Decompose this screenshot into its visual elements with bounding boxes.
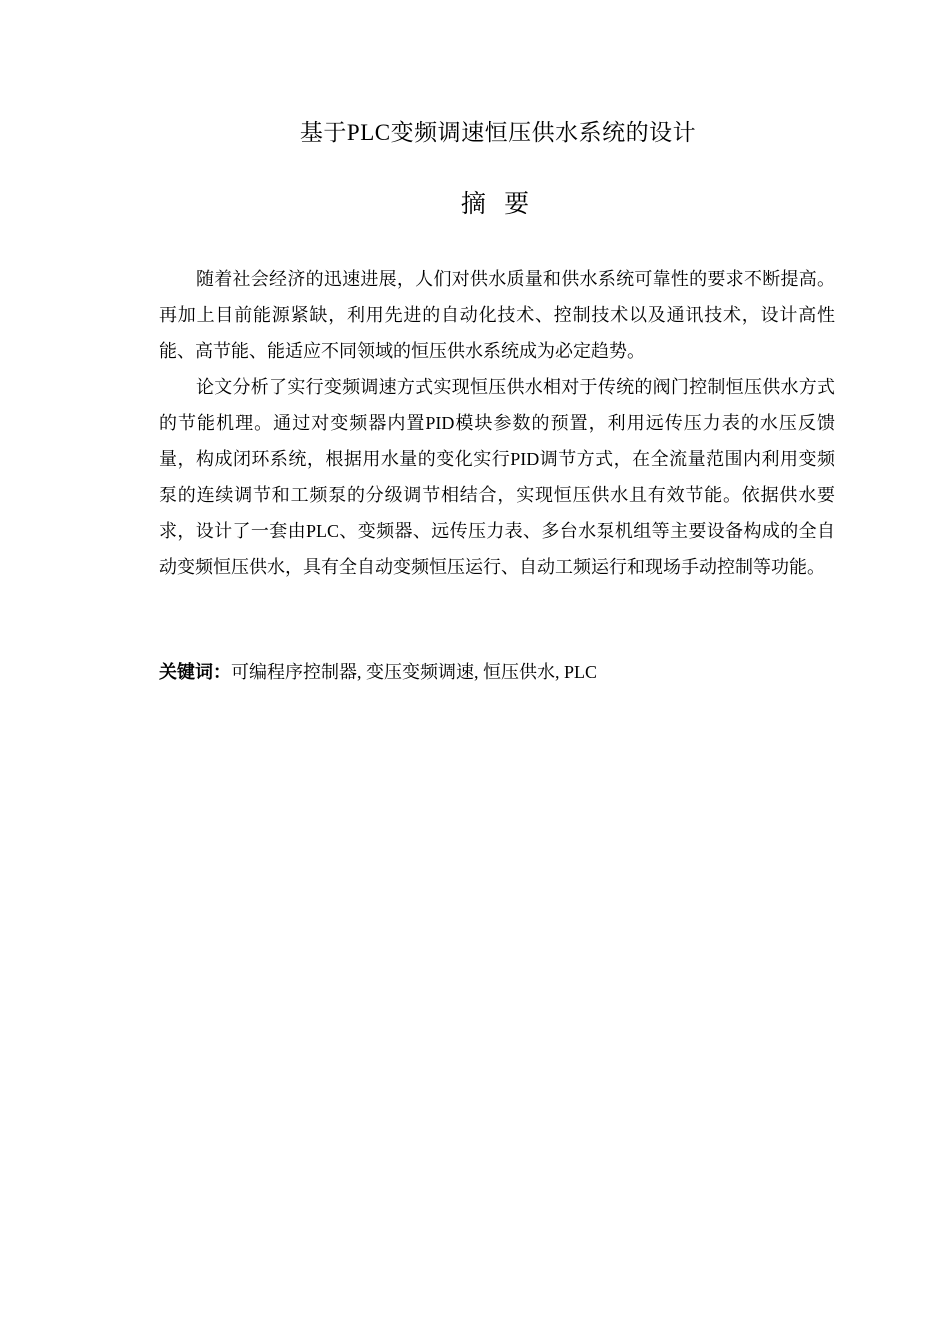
abstract-paragraph-2: 论文分析了实行变频调速方式实现恒压供水相对于传统的阀门控制恒压供水方式的节能机理。通过对变频器内置PID模块参数的预置，利用远传压力表的水压反馈量，构成闭环系统，根据用水量的变化实行PID调节方式，在全流量范围内利用变频泵的连续调节和工频泵的分级调节相结合，实现恒压供水且有效节能。依据供水要求，设计了一套由PLC、变频器、远传压力表、多台水泵机组等主要设备构成的全自动变频恒压供水，具有全自动变频恒压运行、自动工频运行和现场手动控制等功能。 <box>159 377 835 577</box>
abstract-paragraph-1: 随着社会经济的迅速进展，人们对供水质量和供水系统可靠性的要求不断提高。再加上目前能源紧缺，利用先进的自动化技术、控制技术以及通讯技术，设计高性能、高节能、能适应不同领域的恒压供水系统成为必定趋势。 <box>159 269 835 361</box>
abstract-body <box>159 261 835 585</box>
keywords-line <box>159 656 835 689</box>
keywords-label: 关键词： <box>159 662 231 683</box>
document-title: 基于PLC变频调速恒压供水系统的设计 <box>299 120 697 145</box>
keywords-text: 可编程序控制器, 变压变频调速, 恒压供水, PLC <box>231 662 598 682</box>
abstract-heading: 摘 要 <box>460 191 536 218</box>
